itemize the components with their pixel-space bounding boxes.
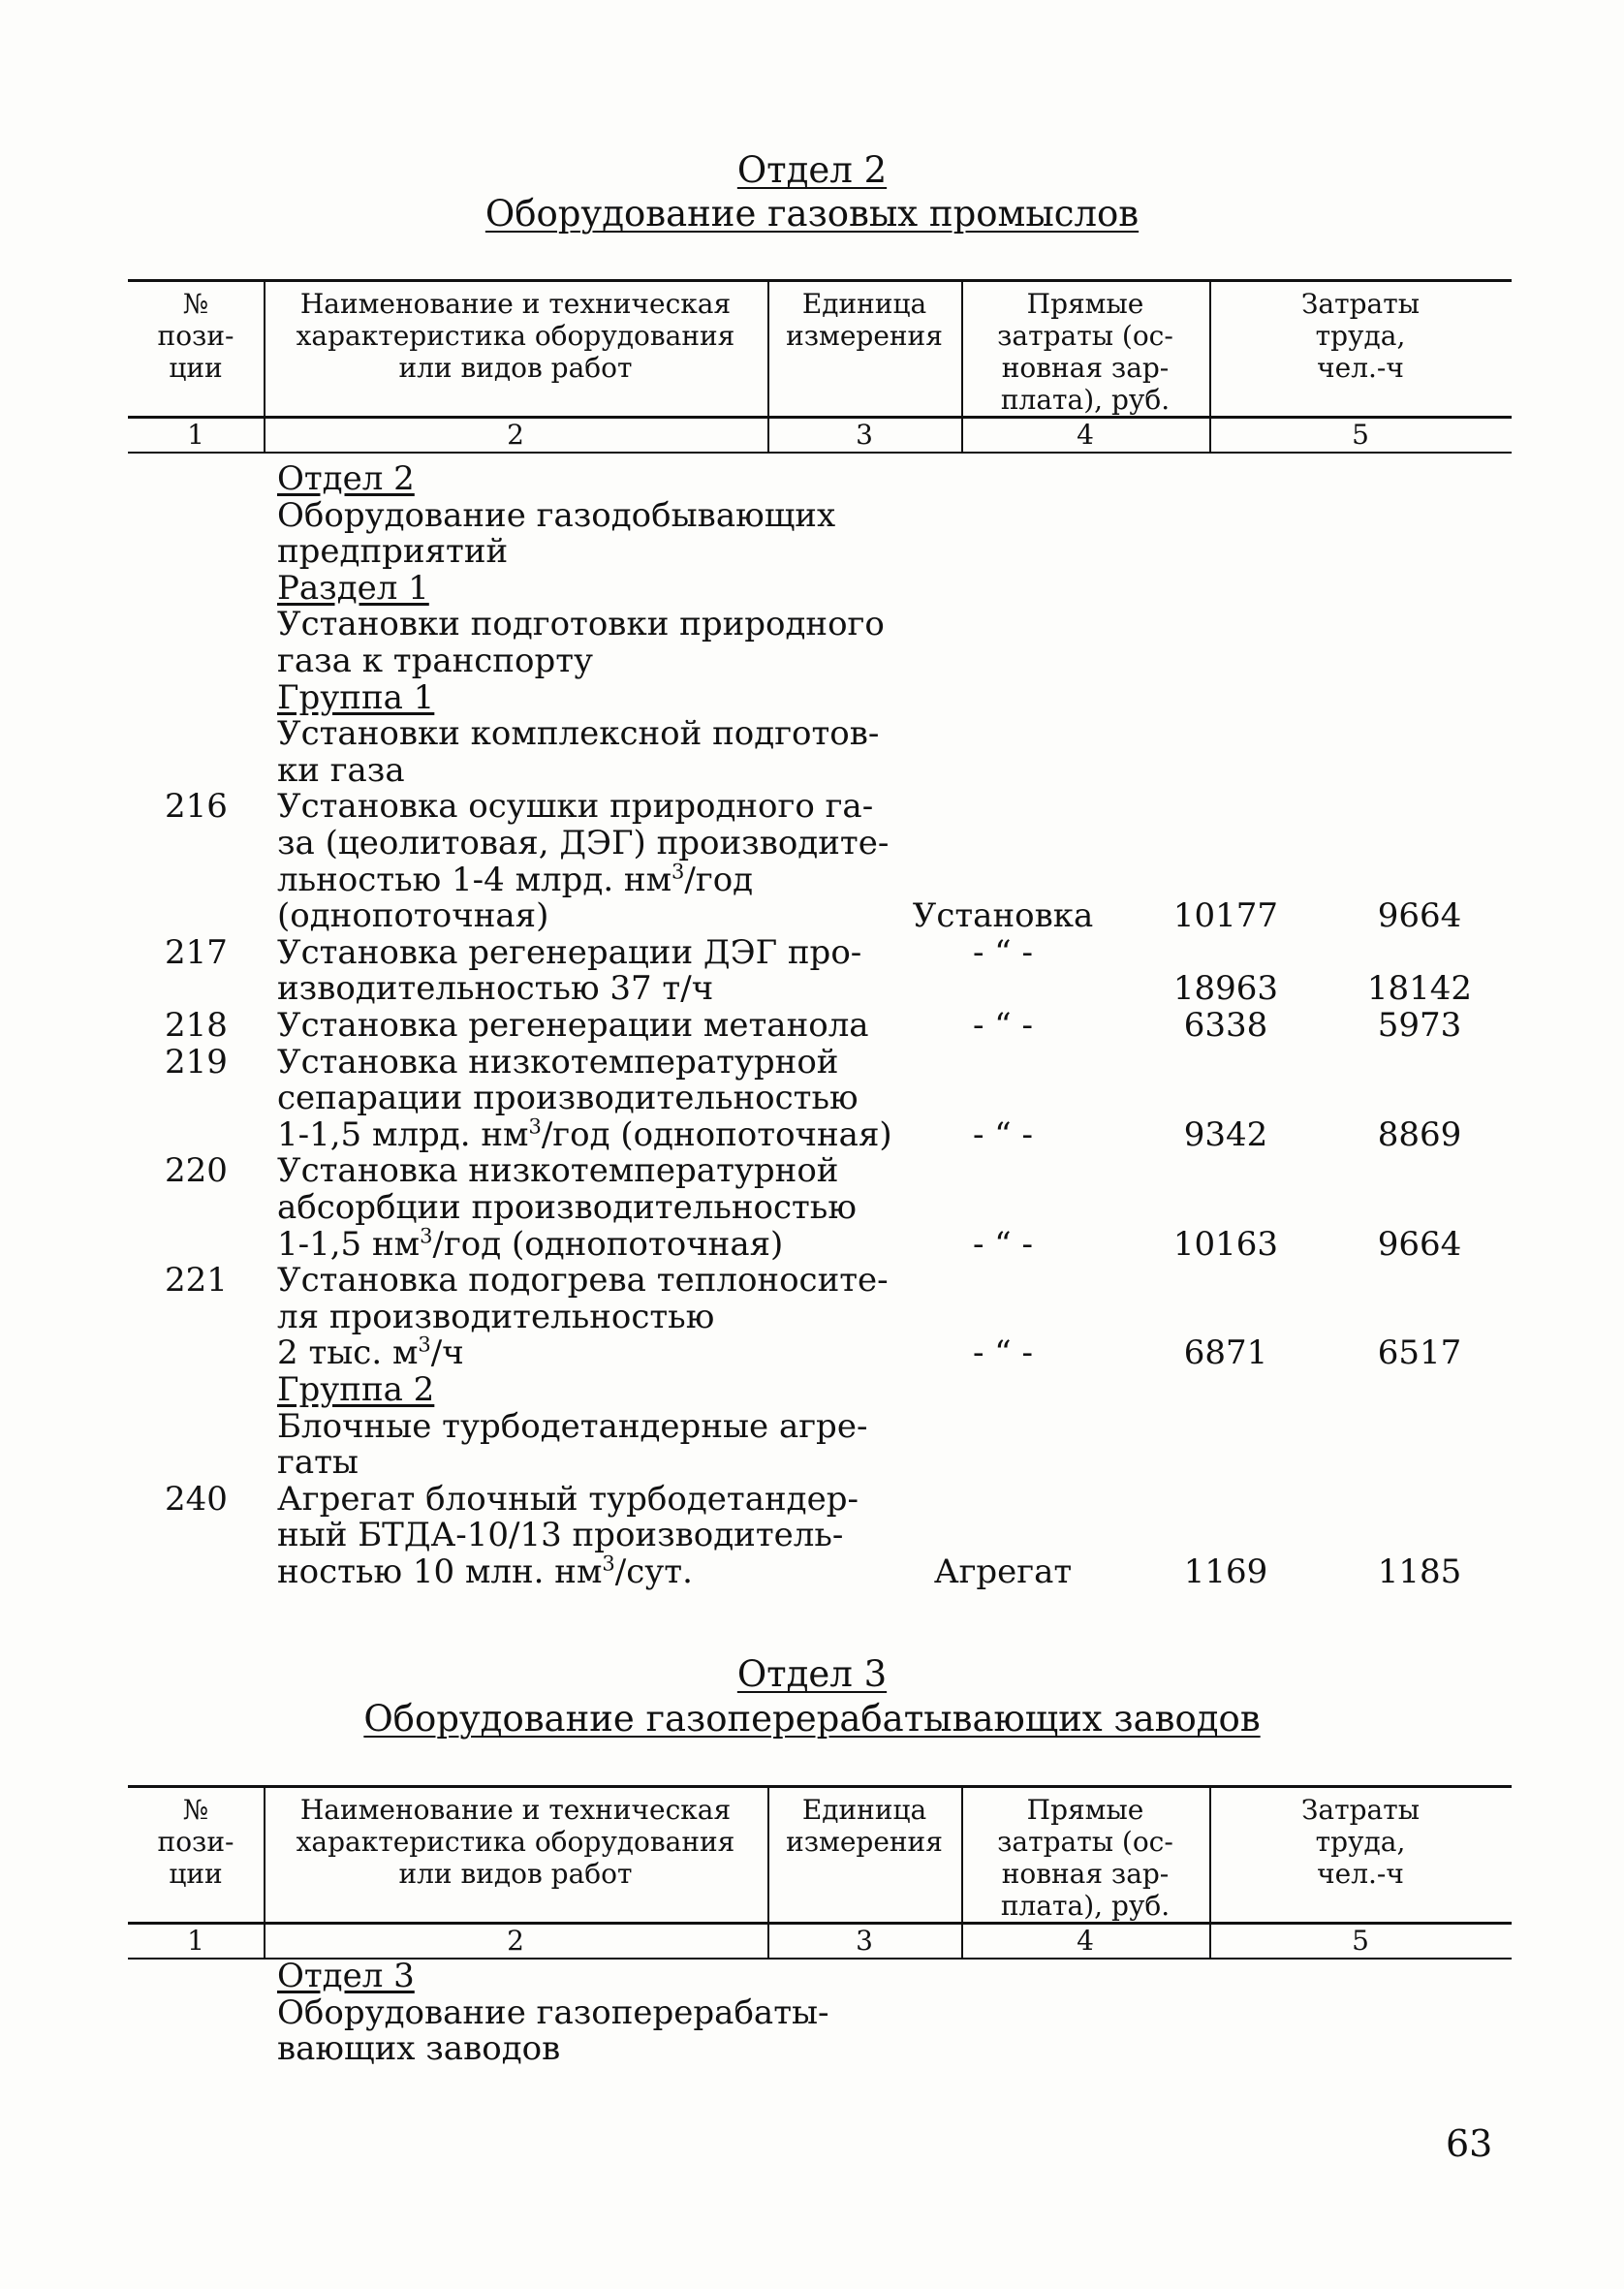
header-col5: Затраты труда, чел.-ч <box>1300 1794 1421 1890</box>
item-name: Группа 2 <box>277 1370 435 1409</box>
table-row <box>0 1994 1624 2031</box>
column-numbers <box>128 419 1512 454</box>
table-row <box>0 2030 1624 2067</box>
header-col3: Единица измерения <box>786 1794 943 1858</box>
item-name: ностью 10 млн. $нм^3$/сут. <box>277 1552 693 1591</box>
item-name: 1-1,5 $нм^3$/год (однопоточная) <box>277 1224 784 1264</box>
table-row <box>0 1334 1624 1371</box>
labor-cost: 18142 <box>1366 969 1473 1009</box>
header-col5: Затраты труда, чел.-ч <box>1300 288 1421 384</box>
item-name: 1-1,5 млрд. $нм^3$/год (однопоточная) <box>277 1114 892 1154</box>
unit-of-measure: - “ - <box>973 1006 1033 1045</box>
table-row <box>0 1481 1624 1518</box>
item-name: Установки подготовки природного <box>277 605 885 644</box>
labor-cost: 1185 <box>1377 1552 1462 1591</box>
header-col2: Наименование и техническая характеристика оборудования или видов работ <box>296 288 735 384</box>
table-row <box>0 643 1624 679</box>
table-row <box>0 1371 1624 1408</box>
table-row <box>0 606 1624 643</box>
header-cells <box>128 279 1512 419</box>
item-name: Установка низкотемпературной <box>277 1042 839 1082</box>
direct-cost: 1169 <box>1183 1552 1268 1591</box>
item-name: ки газа <box>277 750 405 790</box>
table-header <box>128 1785 1512 1960</box>
header-col1: № пози- ции <box>157 288 234 384</box>
unit-of-measure: - “ - <box>973 1114 1033 1154</box>
item-name: изводительностью 37 т/ч <box>277 969 714 1009</box>
table-header <box>128 279 1512 454</box>
unit-of-measure: Агрегат <box>933 1552 1073 1591</box>
item-name: Раздел 1 <box>277 568 429 608</box>
superscript: 3 <box>671 860 685 884</box>
item-name: Установка регенерации метанола <box>277 1006 869 1045</box>
item-name: Отдел 3 <box>277 1957 415 1995</box>
item-name: Установка подогрева теплоносите- <box>277 1261 889 1301</box>
item-name: Установка осушки природного га- <box>277 787 874 827</box>
item-name: Оборудование газодобывающих <box>277 495 836 535</box>
item-name: ля производительностью <box>277 1297 715 1336</box>
position-number: 218 <box>165 1006 228 1045</box>
labor-cost: 5973 <box>1377 1006 1462 1045</box>
header-col4: Прямые затраты (ос- новная зар- плата), руб. <box>997 288 1173 416</box>
superscript: 3 <box>420 1224 433 1248</box>
table-row <box>0 1007 1624 1044</box>
item-name: вающих заводов <box>277 2029 561 2069</box>
item-name: Группа 1 <box>277 677 435 717</box>
superscript: 3 <box>528 1114 542 1139</box>
position-number: 221 <box>165 1261 228 1301</box>
table-row <box>0 715 1624 752</box>
table-row <box>0 1958 1624 1994</box>
direct-cost: 10163 <box>1172 1224 1279 1264</box>
header-col3: Единица измерения <box>786 288 943 352</box>
table-row <box>0 825 1624 862</box>
column-number: 4 <box>1077 419 1094 451</box>
item-name: за (цеолитовая, ДЭГ) производите- <box>277 824 890 862</box>
header-col1: № пози- ции <box>157 1794 234 1890</box>
table-row <box>0 460 1624 497</box>
item-name: предприятий <box>277 532 509 572</box>
column-number: 2 <box>507 1925 524 1957</box>
table-row <box>0 1189 1624 1226</box>
position-number: 219 <box>165 1042 228 1082</box>
item-name: льностью 1-4 млрд. $нм^3$/год <box>277 860 754 899</box>
item-name: Агрегат блочный турбодетандер- <box>277 1479 859 1519</box>
item-name: гаты <box>277 1443 359 1483</box>
direct-cost: 18963 <box>1172 969 1279 1009</box>
table-row <box>0 570 1624 607</box>
direct-cost: 6871 <box>1183 1333 1268 1373</box>
unit-of-measure: - “ - <box>973 1224 1033 1264</box>
position-number: 220 <box>165 1151 228 1191</box>
table-row <box>0 752 1624 789</box>
section-b-heading: Отдел 3 <box>736 1653 888 1695</box>
item-name: Отдел 2 <box>277 459 415 498</box>
unit-of-measure: Установка <box>912 896 1094 936</box>
table-row <box>0 497 1624 534</box>
superscript: 3 <box>418 1333 431 1358</box>
item-name: 2 тыс. $м^3/ч$ <box>277 1333 464 1373</box>
table-row <box>0 897 1624 934</box>
page-number: 63 <box>1446 2122 1493 2165</box>
header-col4: Прямые затраты (ос- новная зар- плата), руб. <box>997 1794 1173 1922</box>
superscript: 3 <box>602 1552 615 1576</box>
column-numbers <box>128 1925 1512 1960</box>
labor-cost: 9664 <box>1377 896 1462 936</box>
item-name: абсорбции производительностью <box>277 1188 857 1227</box>
table-row <box>0 1553 1624 1590</box>
item-name: Блочные турбодетандерные агре- <box>277 1406 868 1446</box>
item-name: Установка низкотемпературной <box>277 1151 839 1191</box>
column-number: 1 <box>187 419 204 451</box>
table-row <box>0 1299 1624 1335</box>
table-row <box>0 1152 1624 1189</box>
column-number: 5 <box>1352 419 1369 451</box>
position-number: 217 <box>165 932 228 972</box>
item-name: газа к транспорту <box>277 642 594 680</box>
table-row <box>0 934 1624 971</box>
item-name: (однопоточная) <box>277 896 549 936</box>
column-number: 4 <box>1077 1925 1094 1957</box>
direct-cost: 10177 <box>1172 896 1279 936</box>
position-number: 216 <box>165 787 228 827</box>
section-b-subheading: Оборудование газоперерабатывающих заводов <box>363 1698 1261 1740</box>
section-a-subheading: Оборудование газовых промыслов <box>484 193 1140 235</box>
column-number: 5 <box>1352 1925 1369 1957</box>
table-row <box>0 1080 1624 1116</box>
header-cells <box>128 1785 1512 1925</box>
item-name: Установки комплексной подготов- <box>277 714 880 754</box>
column-number: 3 <box>856 419 873 451</box>
table-row <box>0 679 1624 716</box>
unit-of-measure: - “ - <box>973 1333 1033 1373</box>
table-row <box>0 862 1624 898</box>
table-row <box>0 1408 1624 1445</box>
position-number: 240 <box>165 1479 228 1519</box>
table-row <box>0 1226 1624 1263</box>
item-name: Оборудование газоперерабаты- <box>277 1992 829 2032</box>
labor-cost: 6517 <box>1377 1333 1462 1373</box>
table-row <box>0 1044 1624 1081</box>
labor-cost: 9664 <box>1377 1224 1462 1264</box>
header-col2: Наименование и техническая характеристика оборудования или видов работ <box>296 1794 735 1890</box>
table-row <box>0 1116 1624 1153</box>
table-row <box>0 1262 1624 1299</box>
unit-of-measure: - “ - <box>973 932 1033 972</box>
table-row <box>0 788 1624 825</box>
table-row <box>0 1444 1624 1481</box>
section-a-heading: Отдел 2 <box>736 149 888 191</box>
column-number: 2 <box>507 419 524 451</box>
direct-cost: 9342 <box>1183 1114 1268 1154</box>
column-number: 3 <box>856 1925 873 1957</box>
table-row <box>0 970 1624 1007</box>
item-name: сепарации производительностью <box>277 1079 859 1118</box>
item-name: Установка регенерации ДЭГ про- <box>277 932 862 972</box>
direct-cost: 6338 <box>1183 1006 1268 1045</box>
labor-cost: 8869 <box>1377 1114 1462 1154</box>
item-name: ный БТДА-10/13 производитель- <box>277 1516 844 1555</box>
column-number: 1 <box>187 1925 204 1957</box>
table-row <box>0 1517 1624 1553</box>
table-row <box>0 533 1624 570</box>
